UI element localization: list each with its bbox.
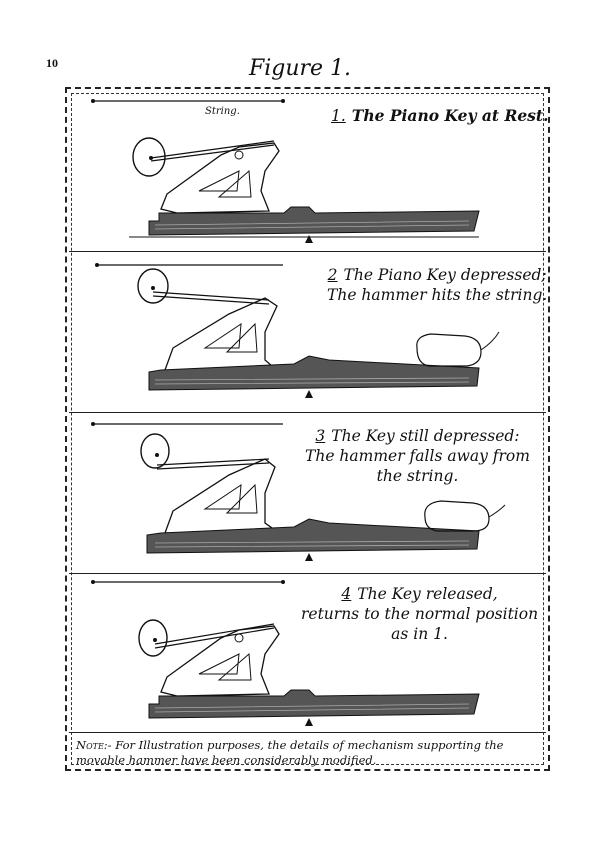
figure-title: Figure 1. <box>248 56 352 81</box>
caption-panel-4 <box>301 584 538 644</box>
illustration-note <box>76 738 542 768</box>
panel-3-caption-line-3: the string. <box>376 467 459 485</box>
note-text: For Illustration purposes, the details of mechanism supporting the movable hammer have been considerably modified. <box>76 738 504 767</box>
page-number: 10 <box>46 56 58 70</box>
string-label: String. <box>205 106 240 117</box>
panel-3-number: 3 <box>315 427 326 445</box>
caption-panel-3 <box>305 426 530 486</box>
panel-2-number: 2 <box>327 266 338 284</box>
panel-key-depressed <box>69 252 546 413</box>
panel-2-caption-line-1: The Piano Key depressed; <box>343 266 547 284</box>
panel-4-caption-line-2: returns to the normal position <box>301 605 539 623</box>
panel-3-caption-line-1: The Key still depressed: <box>331 427 520 445</box>
panel-1-caption-line-1: The Piano Key at Rest. <box>351 106 549 125</box>
panel-4-caption-line-3: as in 1. <box>391 625 448 643</box>
caption-panel-1 <box>331 106 548 126</box>
panel-4-number: 4 <box>341 585 352 603</box>
panel-3-caption-line-2: The hammer falls away from <box>305 447 530 465</box>
panel-key-released <box>69 574 546 733</box>
panel-2-caption-line-2: The hammer hits the string. <box>327 286 548 304</box>
caption-panel-2 <box>327 265 547 305</box>
panel-key-still-depressed <box>69 413 546 574</box>
panel-4-caption-line-1: The Key released, <box>357 585 498 603</box>
panel-1-number: 1. <box>331 107 346 125</box>
panel-key-at-rest <box>69 91 549 252</box>
note-label: Note:- <box>76 738 112 752</box>
